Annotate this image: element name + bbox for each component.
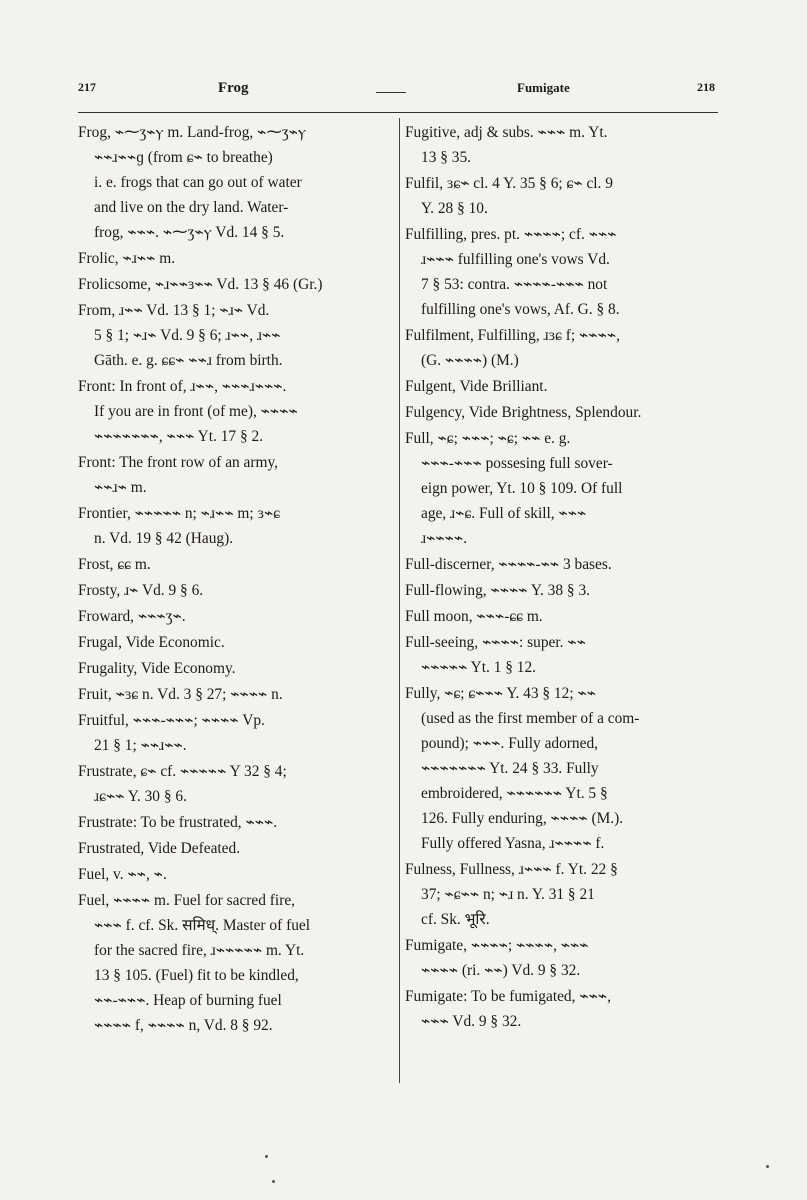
guide-word-right: Fumigate: [517, 80, 570, 95]
entry-headline: Frugal, Vide Economic.: [78, 634, 225, 651]
dictionary-entry: [405, 552, 715, 577]
dictionary-entry: [405, 426, 715, 551]
dictionary-entry: [78, 552, 390, 577]
entry-continuation: ⌁⌁⌁⌁⌁ Yt. 1 § 12.: [421, 659, 537, 676]
right-column: [405, 120, 715, 1035]
dictionary-entry: [78, 578, 390, 603]
entry-headline: Full-seeing, ⌁⌁⌁⌁: super. ⌁⌁: [405, 634, 586, 651]
entry-headline: Frustrated, Vide Defeated.: [78, 840, 241, 857]
dictionary-entry: [405, 604, 715, 629]
entry-headline: Front: In front of, ɹ⌁⌁, ⌁⌁⌁ɹ⌁⌁⌁.: [78, 378, 287, 395]
entry-headline: Fulfilment, Fulfilling, ɹɜɕ f; ⌁⌁⌁⌁,: [405, 327, 620, 344]
dictionary-entry: [78, 682, 390, 707]
entry-headline: Full-discerner, ⌁⌁⌁⌁-⌁⌁ 3 bases.: [405, 556, 612, 573]
entry-headline: Frosty, ɹ⌁ Vd. 9 § 6.: [78, 582, 204, 599]
entry-headline: Fuel, v. ⌁⌁, ⌁.: [78, 866, 167, 883]
entry-continuation: (G. ⌁⌁⌁⌁) (M.): [421, 352, 519, 369]
entry-continuation: 37; ⌁ɕ⌁⌁ n; ⌁ɹ n. Y. 31 § 21: [421, 886, 595, 903]
entry-continuation: age, ɹ⌁ɕ. Full of skill, ⌁⌁⌁: [421, 505, 587, 522]
entry-headline: From, ɹ⌁⌁ Vd. 13 § 1; ⌁ɹ⌁ Vd.: [78, 302, 270, 319]
entry-continuation: 13 § 35.: [421, 149, 472, 166]
entry-headline: Fulgent, Vide Brilliant.: [405, 378, 548, 395]
entry-headline: Fulness, Fullness, ɹ⌁⌁⌁ f. Yt. 22 §: [405, 861, 618, 878]
header-rule: [78, 112, 718, 113]
entry-headline: Frog, ⌁⁓ʒ⌁ⲩ m. Land-frog, ⌁⁓ʒ⌁ⲩ: [78, 124, 306, 141]
dictionary-entry: [78, 604, 390, 629]
entry-headline: Fruit, ⌁ɜɕ n. Vd. 3 § 27; ⌁⌁⌁⌁ n.: [78, 686, 283, 703]
entry-continuation: ⌁⌁⌁-⌁⌁⌁ possesing full sover-: [421, 455, 613, 472]
entry-continuation: 13 § 105. (Fuel) fit to be kindled,: [94, 967, 299, 984]
entry-headline: Fuel, ⌁⌁⌁⌁ m. Fuel for sacred fire,: [78, 892, 295, 909]
dictionary-entry: [78, 246, 390, 271]
entry-headline: Fulgency, Vide Brightness, Splendour.: [405, 404, 642, 421]
dictionary-entry: [78, 810, 390, 835]
entry-headline: Full moon, ⌁⌁⌁-ɕɕ m.: [405, 608, 543, 625]
entry-continuation: and live on the dry land. Water-: [94, 199, 289, 216]
entry-headline: Full-flowing, ⌁⌁⌁⌁ Y. 38 § 3.: [405, 582, 590, 599]
dictionary-entry: [405, 171, 715, 221]
entry-continuation: ⌁⌁⌁⌁ f, ⌁⌁⌁⌁ n, Vd. 8 § 92.: [94, 1017, 273, 1034]
entry-continuation: 21 § 1; ⌁⌁ɹ⌁⌁.: [94, 737, 187, 754]
entry-headline: Front: The front row of an army,: [78, 454, 279, 471]
entry-continuation: for the sacred fire, ɹ⌁⌁⌁⌁⌁ m. Yt.: [94, 942, 305, 959]
entry-continuation: ⌁⌁⌁⌁ (ri. ⌁⌁) Vd. 9 § 32.: [421, 962, 581, 979]
entry-continuation: frog, ⌁⌁⌁. ⌁⁓ʒ⌁ⲩ Vd. 14 § 5.: [94, 224, 285, 241]
dictionary-entry: [78, 298, 390, 373]
entry-continuation: 7 § 53: contra. ⌁⌁⌁⌁-⌁⌁⌁ not: [421, 276, 608, 293]
dictionary-entry: [78, 272, 390, 297]
entry-continuation: Y. 28 § 10.: [421, 200, 488, 217]
dictionary-entry: [78, 656, 390, 681]
entry-continuation: 126. Fully enduring, ⌁⌁⌁⌁ (M.).: [421, 810, 624, 827]
entry-headline: Fully, ⌁ɕ; ɕ⌁⌁⌁ Y. 43 § 12; ⌁⌁: [405, 685, 596, 702]
header-dash: [372, 84, 410, 99]
entry-headline: Frolicsome, ⌁ɹ⌁⌁ɜ⌁⌁ Vd. 13 § 46 (Gr.): [78, 276, 323, 293]
entry-headline: Fulfil, ɜɕ⌁ cl. 4 Y. 35 § 6; ɕ⌁ cl. 9: [405, 175, 613, 192]
page-number-left: 217: [78, 80, 96, 94]
dictionary-entry: [78, 501, 390, 551]
dictionary-entry: [78, 374, 390, 449]
entry-continuation: ⌁⌁⌁⌁⌁⌁⌁ Yt. 24 § 33. Fully: [421, 760, 599, 777]
dictionary-entry: [78, 836, 390, 861]
entry-continuation: embroidered, ⌁⌁⌁⌁⌁⌁ Yt. 5 §: [421, 785, 608, 802]
entry-continuation: (used as the first member of a com-: [421, 710, 640, 727]
paper-speck: [265, 1155, 268, 1158]
guide-word-left: Frog: [218, 80, 249, 96]
dictionary-entry: [78, 759, 390, 809]
entry-continuation: ⌁⌁⌁ f. cf. Sk. समिध्. Master of fuel: [94, 917, 311, 934]
left-column: [78, 120, 390, 1039]
dictionary-entry: [78, 862, 390, 887]
entry-continuation: Fully offered Yasna, ɹ⌁⌁⌁⌁ f.: [421, 835, 605, 852]
dictionary-entry: [405, 400, 715, 425]
entry-headline: Fumigate: To be fumigated, ⌁⌁⌁,: [405, 988, 611, 1005]
dictionary-entry: [405, 630, 715, 680]
entry-headline: Fumigate, ⌁⌁⌁⌁; ⌁⌁⌁⌁, ⌁⌁⌁: [405, 937, 589, 954]
entry-headline: Frustrate, ɕ⌁ cf. ⌁⌁⌁⌁⌁ Y 32 § 4;: [78, 763, 287, 780]
paper-speck: [272, 1180, 275, 1183]
entry-headline: Fugitive, adj & subs. ⌁⌁⌁ m. Yt.: [405, 124, 608, 141]
entry-continuation: fulfilling one's vows, Af. G. § 8.: [421, 301, 620, 318]
entry-headline: Frolic, ⌁ɹ⌁⌁ m.: [78, 250, 176, 267]
entry-continuation: ɹ⌁⌁⌁ fulfilling one's vows Vd.: [421, 251, 610, 268]
entry-headline: Froward, ⌁⌁⌁ʒ⌁.: [78, 608, 186, 625]
entry-headline: Frustrate: To be frustrated, ⌁⌁⌁.: [78, 814, 278, 831]
dictionary-entry: [405, 933, 715, 983]
entry-continuation: ɹ⌁⌁⌁⌁.: [421, 530, 468, 547]
dictionary-entry: [405, 222, 715, 322]
dictionary-entry: [405, 984, 715, 1034]
entry-headline: Full, ⌁ɕ; ⌁⌁⌁; ⌁ɕ; ⌁⌁ e. g.: [405, 430, 571, 447]
entry-continuation: eign power, Yt. 10 § 109. Of full: [421, 480, 623, 497]
entry-continuation: ⌁⌁-⌁⌁⌁. Heap of burning fuel: [94, 992, 282, 1009]
entry-continuation: ⌁⌁⌁⌁⌁⌁⌁, ⌁⌁⌁ Yt. 17 § 2.: [94, 428, 264, 445]
entry-headline: Frost, ɕɕ m.: [78, 556, 151, 573]
entry-continuation: ⌁⌁ɹ⌁⌁ɡ (from ɕ⌁ to breathe): [94, 149, 273, 166]
page-number-right: 218: [697, 80, 715, 94]
dictionary-entry: [78, 630, 390, 655]
dictionary-entry: [78, 708, 390, 758]
entry-continuation: 5 § 1; ⌁ɹ⌁ Vd. 9 § 6; ɹ⌁⌁, ɹ⌁⌁: [94, 327, 281, 344]
dictionary-entry: [405, 857, 715, 932]
entry-continuation: cf. Sk. भूरि.: [421, 911, 490, 928]
dictionary-entry: [78, 120, 390, 245]
entry-headline: Frontier, ⌁⌁⌁⌁⌁ n; ⌁ɹ⌁⌁ m; ɜ⌁ɕ: [78, 505, 281, 522]
entry-continuation: n. Vd. 19 § 42 (Haug).: [94, 530, 234, 547]
paper-speck: [766, 1165, 769, 1168]
entry-headline: Fruitful, ⌁⌁⌁-⌁⌁⌁; ⌁⌁⌁⌁ Vp.: [78, 712, 265, 729]
entry-headline: Frugality, Vide Economy.: [78, 660, 236, 677]
entry-continuation: ɹɕ⌁⌁ Y. 30 § 6.: [94, 788, 187, 805]
dictionary-entry: [78, 888, 390, 1038]
entry-continuation: ⌁⌁ɹ⌁ m.: [94, 479, 147, 496]
dictionary-entry: [405, 323, 715, 373]
entry-headline: Fulfilling, pres. pt. ⌁⌁⌁⌁; cf. ⌁⌁⌁: [405, 226, 617, 243]
entry-continuation: Gāth. e. g. ɕɕ⌁ ⌁⌁ɹ from birth.: [94, 352, 283, 369]
entry-continuation: i. e. frogs that can go out of water: [94, 174, 302, 191]
dictionary-entry: [405, 681, 715, 856]
entry-continuation: If you are in front (of me), ⌁⌁⌁⌁: [94, 403, 298, 420]
dictionary-entry: [405, 578, 715, 603]
column-divider: [399, 118, 400, 1083]
dictionary-entry: [405, 120, 715, 170]
dictionary-entry: [78, 450, 390, 500]
dictionary-entry: [405, 374, 715, 399]
entry-continuation: ⌁⌁⌁ Vd. 9 § 32.: [421, 1013, 522, 1030]
entry-continuation: pound); ⌁⌁⌁. Fully adorned,: [421, 735, 598, 752]
